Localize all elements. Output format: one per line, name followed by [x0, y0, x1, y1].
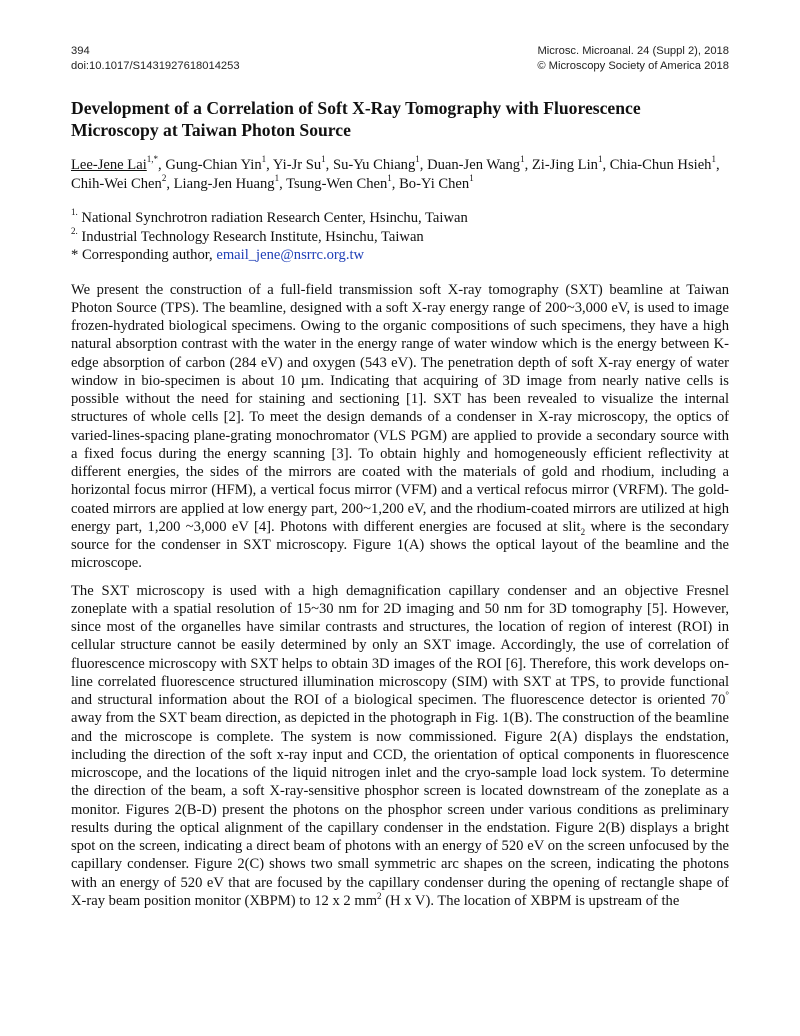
p1-text-b: where is the secondary source for the condenser in SXT microscopy. Figure 1(A) shows the optical layout of the beamline and the microscope.: [71, 518, 729, 572]
p2-text-a: The SXT microscopy is used with a high demagnification capillary condenser and an objective Fresnel zoneplate with a spatial resolution of 15~30 nm for 2D imaging and 50 nm for 3D tomography [5]. However, since most of the organelles have similar contrasts and structures, the location of region of interest (ROI) in cellular structure cannot be easily determined by only an SXT image. Accordingly, the use of correlation of fluorescence microscopy with SXT helps to obtain 3D images of the ROI [6]. Therefore, this work develops on-line correlated fluorescence structured illumination microscopy (SIM) with SXT at TPS, to provide functional and structural information about the ROI of a biological specimen. The fluorescence detector is oriented 70: [71, 582, 729, 708]
author-affiliation-mark: 1: [387, 172, 392, 183]
author-name: Gung-Chian Yin: [165, 157, 262, 173]
author-affiliation-mark: 1: [597, 154, 603, 165]
author: [399, 172, 474, 192]
p1-subscript: 2: [580, 526, 586, 537]
author: [173, 172, 280, 192]
author-name: Duan-Jen Wang: [427, 157, 521, 173]
affiliation-mark: 1.: [71, 207, 78, 218]
degree-mark: °: [725, 690, 729, 701]
author: [332, 154, 420, 173]
corresponding-label: * Corresponding author,: [71, 247, 217, 263]
author-name: Tsung-Wen Chen: [286, 175, 388, 192]
author-affiliation-mark: 1: [261, 154, 267, 165]
author: [71, 172, 167, 192]
p1-text-a: We present the construction of a full-field transmission soft X-ray tomography (SXT) beamline at Taiwan Photon Source (TPS). The beamline, designed with a soft X-ray energy range of 200~3,000 eV, is used to image frozen-hydrated biological specimens. Owing to the organic compositions of such specimens, they have a high natural absorption contrast with the water in the energy range of water window which is the energy between K-edge absorption of carbon (284 eV) and oxygen (543 eV). The penetration depth of soft X-ray energy of water window in bio-specimen is about 10 µm. Indicating that acquiring of 3D image from nearly native cells is possible without the need for staining and sectioning [1]. SXT has been revealed to visualize the internal structures of whole cells [2]. To meet the design demands of a condenser in X-ray microscopy, the optics of varied-lines-spacing plane-grating monochromator (VLS PGM) are applied to provide a secondary source with a fixed focus during the energy scanning [3]. To obtain highly and homogeneously efficient reflectivity at different energies, the sides of the mirrors are coated with the materials of gold and rhodium, including a horizontal focus mirror (HFM), a vertical focus mirror (VFM) and a vertical refocus mirror (VRFM). The gold-coated mirrors are applied at low energy part, 200~1,200 eV, and the rhodium-coated mirrors are utilized at high energy part, 1,200 ~3,000 eV [4]. Photons with different energies are focused at slit: [71, 281, 729, 535]
author-affiliation-mark: 1: [274, 172, 280, 183]
paper-page: [71, 44, 729, 910]
author-affiliation-mark: 1: [415, 154, 420, 165]
author-list: Lee-Jene Lai$^{1,*}$, Gung-Chian Yin$^1$, Yi-Jr Su$^1$, Su-Yu Chiang$^1$, Duan-Jen Wang$^1$, Zi-Jing Lin$^1$, Chia-Chun Hsieh$^1$, Chih-Wei Chen$^2$, Liang-Jen Huang$^1$, Tsung-Wen Chen$^1$, Bo-Yi Chen$^1$: [71, 154, 720, 192]
author: [427, 154, 525, 173]
author-name: Su-Yu Chiang: [332, 157, 416, 173]
affiliation-mark: 2.: [71, 225, 78, 236]
author-name: Yi-Jr Su: [272, 157, 322, 173]
p2-superscript: 2: [377, 890, 382, 901]
author-name: Bo-Yi Chen: [399, 175, 470, 192]
body-paragraph-2: [71, 582, 729, 911]
author-affiliation-mark: 1: [321, 154, 326, 165]
header-left: [71, 44, 240, 74]
author-name: Liang-Jen Huang: [173, 175, 275, 192]
corresponding-author: [71, 246, 729, 265]
author-name: Chih-Wei Chen: [71, 175, 162, 192]
affiliation-text: Industrial Technology Research Institute, Hsinchu, Taiwan: [81, 228, 424, 245]
affiliations: [71, 209, 729, 265]
author-name: Lee-Jene Lai: [71, 157, 147, 173]
p2-text-b: away from the SXT beam direction, as depicted in the photograph in Fig. 1(B). The construction of the beamline and the microscope is complete. The system is now commissioned. Figure 2(A) displays the endstation, including the direction of the soft x-ray input and CCD, the orientation of optical components in fluorescence microscope, and the locations of the liquid nitrogen inlet and the cryo-sample load lock system. To determine the direction of the beam, a soft X-ray-sensitive phosphor screen is located downstream of the zoneplate as a monitor. Figures 2(B-D) present the photons on the phosphor screen under various conditions as preliminary results during the optical alignment of the capillary condenser in the endstation. Figure 2(B) displays a bright spot on the screen, indicating a direct beam of photons with an energy of 520 eV on the screen unfocused by the capillary condenser. Figure 2(C) shows two small symmetric arc shapes on the screen, indicating the photons with an energy of 520 eV that are focused by the capillary condenser during the opening of rectangle shape of X-ray beam position monitor (XBPM) to 12 x 2 mm: [71, 710, 729, 909]
p2-text-c: (H x V). The location of XBPM is upstream of the: [381, 892, 680, 909]
author: [286, 172, 392, 192]
title-line-1: Development of a Correlation of Soft X-Ray Tomography with Fluorescence: [71, 98, 641, 118]
copyright: © Microscopy Society of America 2018: [537, 60, 729, 72]
paper-title: [71, 97, 729, 141]
journal-citation: Microsc. Microanal. 24 (Suppl 2), 2018: [537, 45, 729, 57]
running-header: [71, 44, 729, 76]
author: [165, 154, 267, 173]
author-name: Zi-Jing Lin: [531, 157, 598, 173]
affiliation-2: [71, 225, 729, 247]
author-affiliation-mark: 2: [161, 172, 167, 183]
author-name: Chia-Chun Hsieh: [609, 157, 712, 173]
author: [71, 154, 159, 173]
affiliation-text: National Synchrotron radiation Research Center, Hsinchu, Taiwan: [81, 210, 468, 226]
author: [272, 154, 326, 173]
author-affiliation-mark: 1: [520, 154, 525, 165]
header-right: [537, 44, 729, 74]
author-affiliation-mark: 1: [711, 154, 716, 165]
author: [531, 154, 603, 173]
email-link[interactable]: email_jene@nsrrc.org.tw: [216, 247, 365, 263]
page-number: 394: [71, 45, 90, 57]
author-affiliation-mark: 1: [469, 172, 474, 183]
author: [609, 154, 716, 173]
affiliation-1: [71, 209, 729, 228]
doi: doi:10.1017/S1431927618014253: [71, 60, 240, 72]
author-affiliation-mark: 1,*: [146, 154, 159, 165]
body-paragraph-1: [71, 281, 729, 573]
title-line-2: Microscopy at Taiwan Photon Source: [71, 120, 351, 140]
